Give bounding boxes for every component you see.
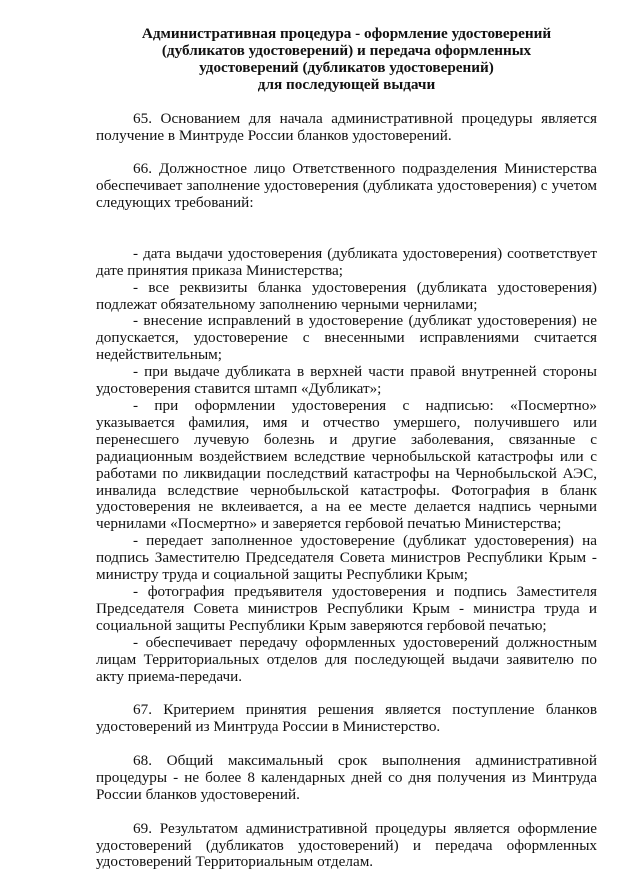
requirement-item: - обеспечивает передачу оформленных удостоверений должностным лицам Территориальных отделов для последующей выдачи заявителю по акту приема-передачи. <box>96 633 597 685</box>
requirement-item: - при оформлении удостоверения с надписью: «Посмертно» указывается фамилия, имя и отчество умершего, получившего или перенесшего лучевую болезнь и другие заболевания, связанные с радиационным воздействием вследствие чернобыльской катастрофы или с работами по ликвидации последствий катастрофы на Чернобыльской АЭС, инвалида вследствие чернобыльской катастрофы. Фотография в бланк удостоверения не вклеивается, а на ее месте делается надпись черными чернилами «Посмертно» и заверяется гербовой печатью Министерства; <box>96 397 597 533</box>
requirement-item: - передает заполненное удостоверение (дубликат удостоверения) на подпись Заместителю Председателя Совета министров Республики Крым - министру труда и социальной защиты Республики Крым; <box>96 532 597 584</box>
title-line: (дубликатов удостоверений) и передача оформленных <box>161 41 532 59</box>
requirement-item: - все реквизиты бланка удостоверения (дубликата удостоверения) подлежат обязательному заполнению черными чернилами; <box>96 278 597 313</box>
requirement-item: - дата выдачи удостоверения (дубликата удостоверения) соответствует дате принятия приказа Министерства; <box>96 244 597 279</box>
paragraph-69: 69. Результатом административной процедуры является оформление удостоверений (дубликатов удостоверений) и передача оформленных удостоверений Территориальным отделам. <box>96 819 597 871</box>
title-line: для последующей выдачи <box>257 75 436 93</box>
title-line: Административная процедура - оформление удостоверений <box>141 25 552 42</box>
title-line: удостоверений (дубликатов удостоверений) <box>199 58 494 76</box>
paragraph-68: 68. Общий максимальный срок выполнения административной процедуры - не более 8 календарных дней со дня получения из Минтруда России бланков удостоверений. <box>96 752 597 803</box>
requirement-item: - при выдаче дубликата в верхней части правой внутренней стороны удостоверения ставится штамп «Дубликат»; <box>96 363 597 398</box>
paragraph-65: 65. Основанием для начала административной процедуры является получение в Минтруде России бланков удостоверений. <box>96 109 597 144</box>
section-title <box>96 26 597 94</box>
paragraph-66: 66. Должностное лицо Ответственного подразделения Министерства обеспечивает заполнение удостоверения (дубликата удостоверения) с учетом следующих требований: <box>96 160 597 212</box>
requirements-list <box>96 246 597 686</box>
requirement-item: - внесение исправлений в удостоверение (дубликат удостоверения) не допускается, удостоверение с внесенными исправлениями считается недействительным; <box>96 312 597 364</box>
paragraph-67: 67. Критерием принятия решения является поступление бланков удостоверений из Минтруда России в Министерство. <box>96 701 597 736</box>
requirement-item: - фотография предъявителя удостоверения и подпись Заместителя Председателя Совета министров Республики Крым - министра труда и социальной защиты Республики Крым заверяются гербовой печатью; <box>96 582 597 634</box>
